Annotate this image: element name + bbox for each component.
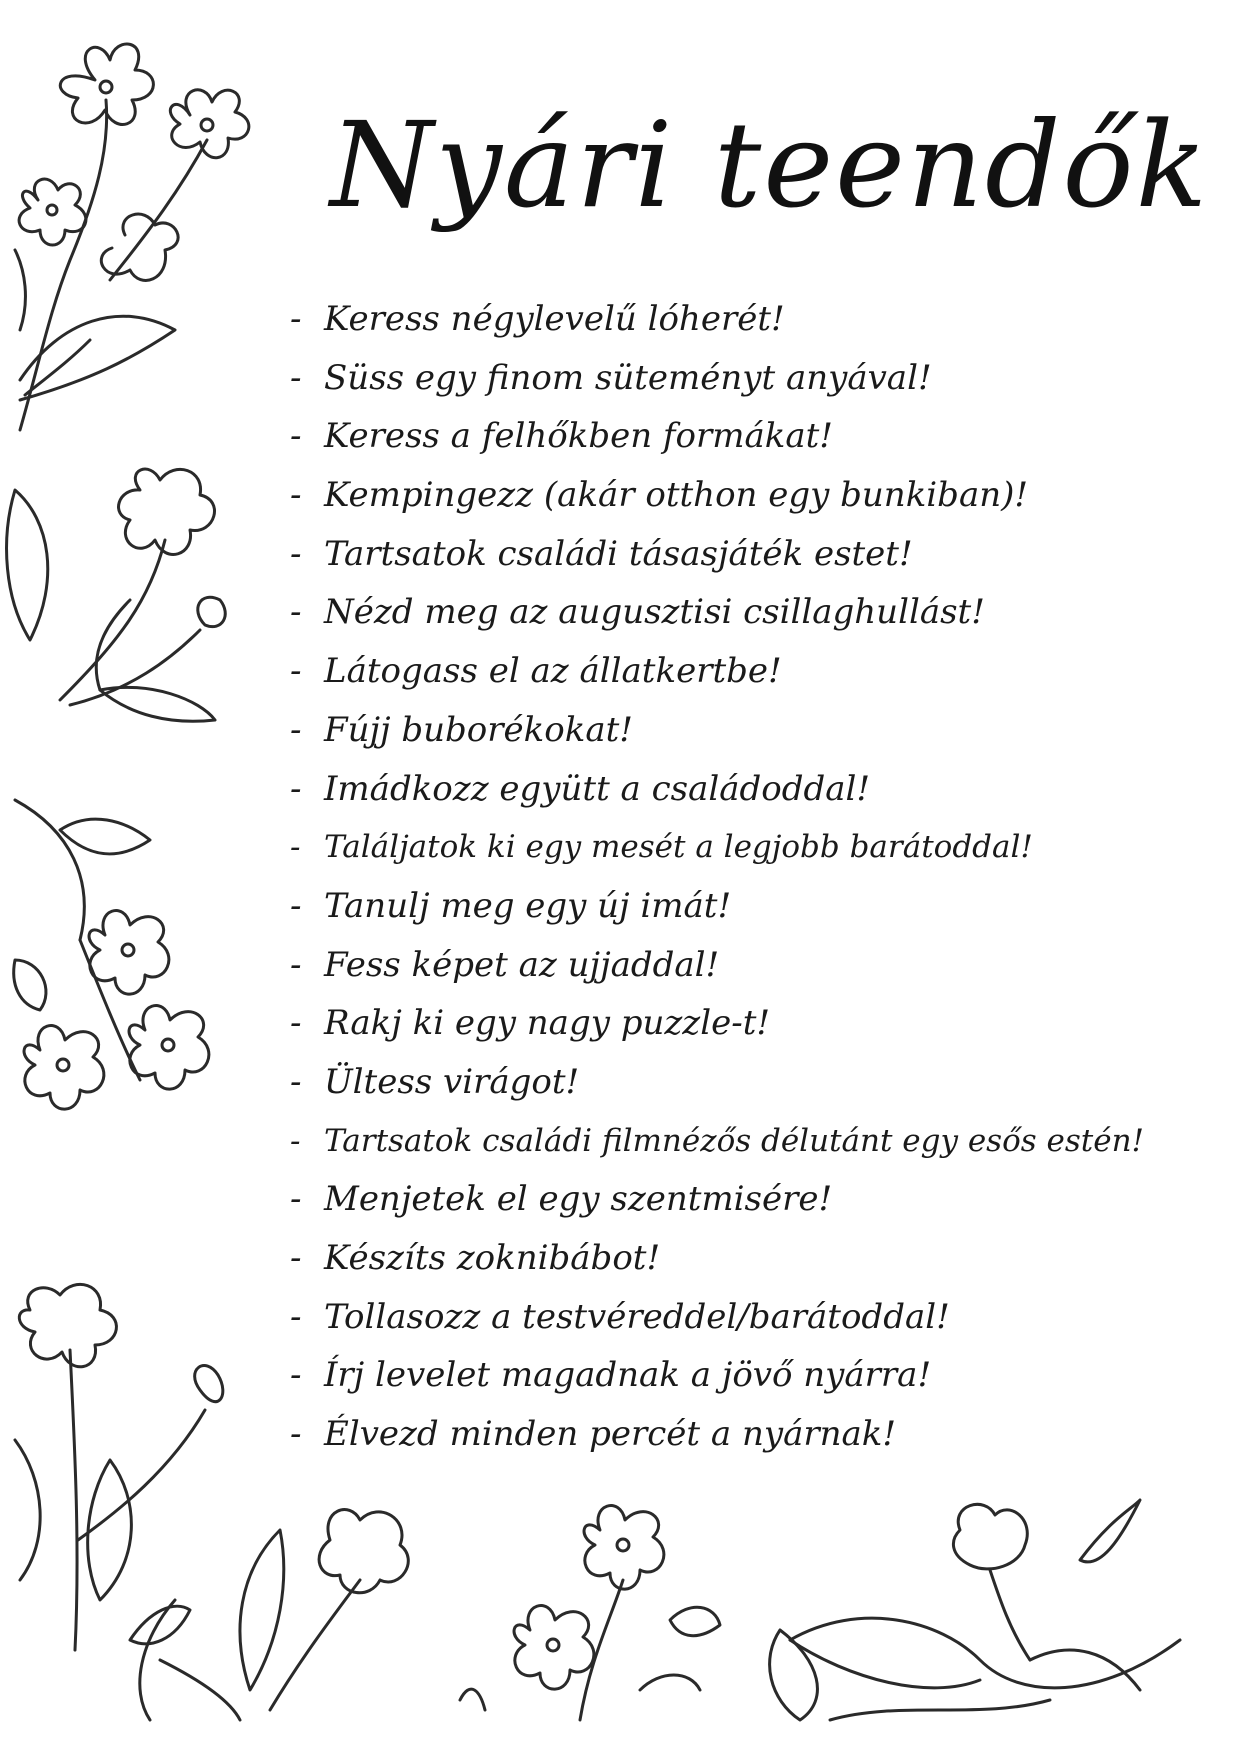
poppy-left-bottom-icon [15, 1284, 223, 1650]
list-item-text: Keress a felhőkben formákat! [324, 416, 833, 457]
bullet-dash: - [290, 1179, 302, 1220]
flower-left-top-icon [15, 44, 249, 430]
list-item [290, 642, 1225, 701]
bullet-dash: - [290, 1238, 302, 1278]
list-item-text: Nézd meg az augusztisi csillaghullást! [324, 592, 985, 633]
list-item [290, 701, 1225, 760]
bullet-dash: - [290, 1061, 302, 1102]
list-item [290, 525, 1225, 584]
list-item [290, 1112, 1225, 1171]
list-item-text: Rakj ki egy nagy puzzle-t! [324, 1003, 771, 1044]
bullet-dash: - [290, 829, 301, 866]
bullet-dash: - [290, 416, 302, 457]
bullet-dash: - [290, 1414, 302, 1455]
list-item [290, 760, 1225, 819]
list-item-text: Menjetek el egy szentmisére! [324, 1179, 833, 1220]
list-item-text: Fess képet az ujjaddal! [324, 944, 720, 985]
list-item-text: Ültess virágot! [324, 1061, 580, 1102]
list-item [290, 583, 1225, 642]
page-title: Nyári teendők [330, 96, 1210, 234]
forget-me-not-left-icon [14, 800, 209, 1109]
list-item-text: Találjatok ki egy mesét a legjobb barátoddal! [324, 829, 1033, 866]
list-item-text: Élvezd minden percét a nyárnak! [324, 1414, 897, 1455]
bullet-dash: - [290, 768, 302, 809]
list-item [290, 1229, 1225, 1288]
list-item-text: Kempingezz (akár otthon egy bunkiban)! [324, 475, 1029, 516]
list-item-text: Süss egy finom süteményt anyával! [324, 357, 932, 398]
list-item-text: Tartsatok családi filmnézős délutánt egy esős estén! [324, 1122, 1145, 1159]
list-item [290, 877, 1225, 936]
list-item-text: Készíts zoknibábot! [324, 1238, 661, 1278]
bullet-dash: - [290, 533, 302, 574]
bullet-dash: - [290, 1296, 302, 1337]
poppy-left-middle-icon [7, 469, 226, 721]
bullet-dash: - [290, 651, 302, 692]
list-item [290, 466, 1225, 525]
list-item [290, 290, 1225, 349]
bullet-dash: - [290, 885, 302, 926]
bullet-dash: - [290, 1003, 302, 1044]
flowers-bottom-center-icon [460, 1506, 720, 1720]
list-item [290, 936, 1225, 995]
list-item [290, 1288, 1225, 1347]
todo-list [290, 290, 1225, 1464]
list-item [290, 994, 1225, 1053]
list-item-text: Tollasozz a testvéreddel/barátoddal! [324, 1296, 950, 1337]
bullet-dash: - [290, 592, 302, 633]
bullet-dash: - [290, 475, 302, 516]
list-item-text: Fújj buborékokat! [324, 709, 633, 750]
list-item [290, 349, 1225, 408]
list-item [290, 818, 1225, 877]
list-item-text: Írj levelet magadnak a jövő nyárra! [324, 1355, 932, 1396]
list-item-text: Tanulj meg egy új imát! [324, 885, 732, 926]
list-item-text: Látogass el az állatkertbe! [324, 651, 782, 692]
list-item [290, 407, 1225, 466]
bullet-dash: - [290, 1355, 302, 1396]
bullet-dash: - [290, 1122, 301, 1159]
tulip-bottom-right-icon [770, 1500, 1180, 1720]
list-item [290, 1053, 1225, 1112]
list-item-text: Tartsatok családi tásasjáték estet! [324, 533, 913, 574]
list-item [290, 1170, 1225, 1229]
bullet-dash: - [290, 299, 302, 339]
bullet-dash: - [290, 357, 302, 398]
list-item [290, 1405, 1225, 1464]
tulip-bottom-icon [140, 1510, 408, 1720]
list-item [290, 1346, 1225, 1405]
bullet-dash: - [290, 944, 302, 985]
list-item-text: Keress négylevelű lóherét! [324, 299, 785, 339]
list-item-text: Imádkozz együtt a családoddal! [324, 768, 871, 809]
bullet-dash: - [290, 709, 302, 750]
